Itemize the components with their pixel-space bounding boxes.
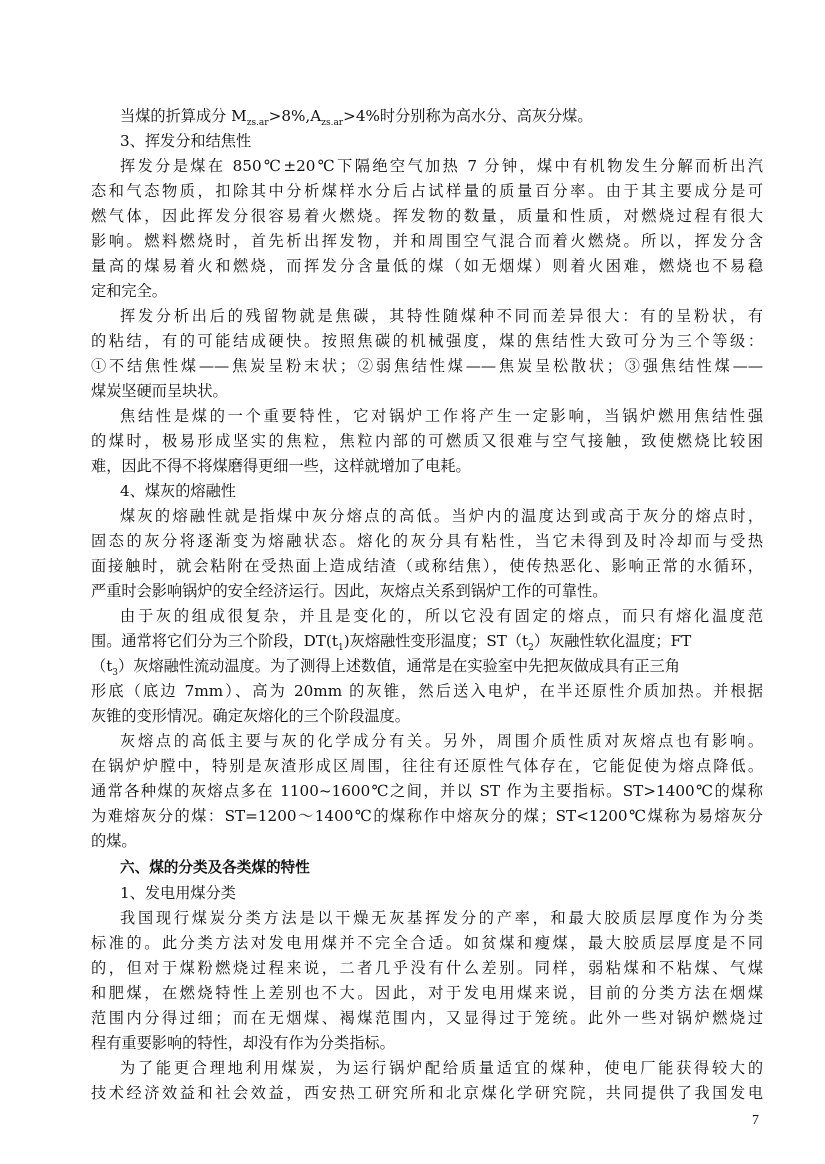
text-span: 当煤的折算成分 M <box>120 107 247 125</box>
text-span: ）灰融性软化温度；FT <box>533 632 692 650</box>
text-line: 的煤时，极易形成坚实的焦粒，焦粒内部的可燃质又很难与空气接触，致使燃烧比较困 <box>91 432 763 450</box>
text-line: 为难熔灰分的煤：ST=1200～1400℃的煤称作中熔灰分的煤；ST<1200℃煤称为易熔灰分 <box>91 807 763 825</box>
text-line: 我国现行煤炭分类方法是以干燥无灰基挥发分的产率，和最大胶质层厚度作为分类 <box>120 909 763 927</box>
text-span: >4%时分别称为高水分、高灰分煤。 <box>343 107 593 125</box>
text-span: ）灰熔融性流动温度。为了测得上述数值，通常是在实验室中先把灰做成具有正三角 <box>118 657 680 675</box>
text-span: >8%,A <box>268 107 322 125</box>
text-line: 态和气态物质，扣除其中分析煤样水分后占试样量的质量百分率。由于其主要成分是可 <box>91 182 763 200</box>
text-line: 标准的。此分类方法对发电用煤并不完全合适。如贫煤和瘦煤，最大胶质层厚度是不同 <box>91 934 763 952</box>
text-line: 的粘结，有的可能结成硬快。按照焦碳的机械强度，煤的焦结性大致可分为三个等级： <box>91 332 763 350</box>
text-line: 的煤。 <box>91 832 137 850</box>
text-span: 围。通常将它们分为三个阶段，DT(t <box>91 632 338 650</box>
text-line: 严重时会影响锅炉的安全经济运行。因此，灰熔点关系到锅炉工作的可靠性。 <box>91 582 608 600</box>
text-line: 的，但对于煤粉燃烧过程来说，二者几乎没有什么差别。同样，弱粘煤和不粘煤、气煤 <box>91 959 763 977</box>
text-line <box>91 656 763 683</box>
text-line: ①不结焦性煤——焦炭呈粉末状；②弱焦结性煤——焦炭呈松散状；③强焦结性煤—— <box>91 357 763 375</box>
text-line: 在锅炉炉膛中，特别是灰渣形成区周围，往往有还原性气体存在，它能促使为熔点降低。 <box>91 757 763 775</box>
text-line <box>120 106 763 133</box>
text-line: 灰熔点的高低主要与灰的化学成分有关。另外，周围介质性质对灰熔点也有影响。 <box>120 732 763 750</box>
section-heading: 4、煤灰的熔融性 <box>120 482 236 500</box>
text-line: 煤炭坚硬而呈块状。 <box>91 382 228 400</box>
text-line: 燃气体，因此挥发分很容易着火燃烧。挥发物的数量，质量和性质，对燃烧过程有很大 <box>91 207 763 225</box>
text-line: 程有重要影响的特性，却没有作为分类指标。 <box>91 1034 395 1052</box>
text-line: 量高的煤易着火和燃烧，而挥发分含量低的煤（如无烟煤）则着火困难，燃烧也不易稳 <box>91 257 763 275</box>
text-line: 挥发分析出后的残留物就是焦碳，其特性随煤种不同而差异很大：有的呈粉状，有 <box>120 307 763 325</box>
subscript: 2 <box>528 643 534 654</box>
text-line: 由于灰的组成很复杂，并且是变化的，所以它没有固定的熔点，而只有熔化温度范 <box>120 607 763 625</box>
text-line: 影响。燃料燃烧时，首先析出挥发物，并和周围空气混合而着火燃烧。所以，挥发分含 <box>91 232 763 250</box>
text-line: 煤灰的熔融性就是指煤中灰分熔点的高低。当炉内的温度达到或高于灰分的熔点时， <box>120 507 763 525</box>
section-heading: 3、挥发分和结焦性 <box>120 132 252 150</box>
text-line: 技术经济效益和社会效益，西安热工研究所和北京煤化学研究院，共同提供了我国发电 <box>91 1084 763 1102</box>
page-number: 7 <box>752 1113 759 1128</box>
text-line: 难，因此不得不将煤磨得更细一些，这样就增加了电耗。 <box>91 457 471 475</box>
text-line: 挥发分是煤在 850℃±20℃下隔绝空气加热 7 分钟，煤中有机物发生分解而析出汽 <box>120 157 763 175</box>
text-span: )灰熔融性变形温度；ST（t <box>343 632 529 650</box>
text-line: 定和完全。 <box>91 282 167 300</box>
text-line: 和肥煤，在燃烧特性上差别也不大。因此，对于发电用煤来说，目前的分类方法在烟煤 <box>91 984 763 1002</box>
subscript: zs.ar <box>321 118 344 129</box>
subscript: 3 <box>112 668 119 679</box>
section-title: 六、煤的分类及各类煤的特性 <box>120 859 310 876</box>
text-line: 形底（底边 7mm）、高为 20mm 的灰锥，然后送入电炉，在半还原性介质加热。并根据 <box>91 682 763 700</box>
subscript: 1 <box>337 643 344 654</box>
text-line: 固态的灰分将逐渐变为熔融状态。熔化的灰分具有粘性，当它未得到及时冷却而与受热 <box>91 532 763 550</box>
text-line: 范围内分得过细；而在无烟煤、褐煤范围内，又显得过于笼统。此外一些对锅炉燃烧过 <box>91 1009 763 1027</box>
text-line: 灰锥的变形情况。确定灰熔化的三个阶段温度。 <box>91 707 410 725</box>
text-line: 面接触时，就会粘附在受热面上造成结渣（或称结焦），使传热恶化、影响正常的水循环， <box>91 557 763 575</box>
text-line: 通常各种煤的灰熔点多在 1100~1600℃之间，并以 ST 作为主要指标。ST>1400℃的煤称 <box>91 782 763 800</box>
text-line: 为了能更合理地利用煤炭，为运行锅炉配给质量适宜的煤种，使电厂能获得较大的 <box>120 1059 763 1077</box>
section-heading: 1、发电用煤分类 <box>120 884 236 902</box>
text-line <box>91 631 763 658</box>
text-line: 焦结性是煤的一个重要特性，它对锅炉工作将产生一定影响，当锅炉燃用焦结性强 <box>120 407 763 425</box>
subscript: zs.ar <box>246 118 269 129</box>
text-span: （t <box>91 657 113 675</box>
